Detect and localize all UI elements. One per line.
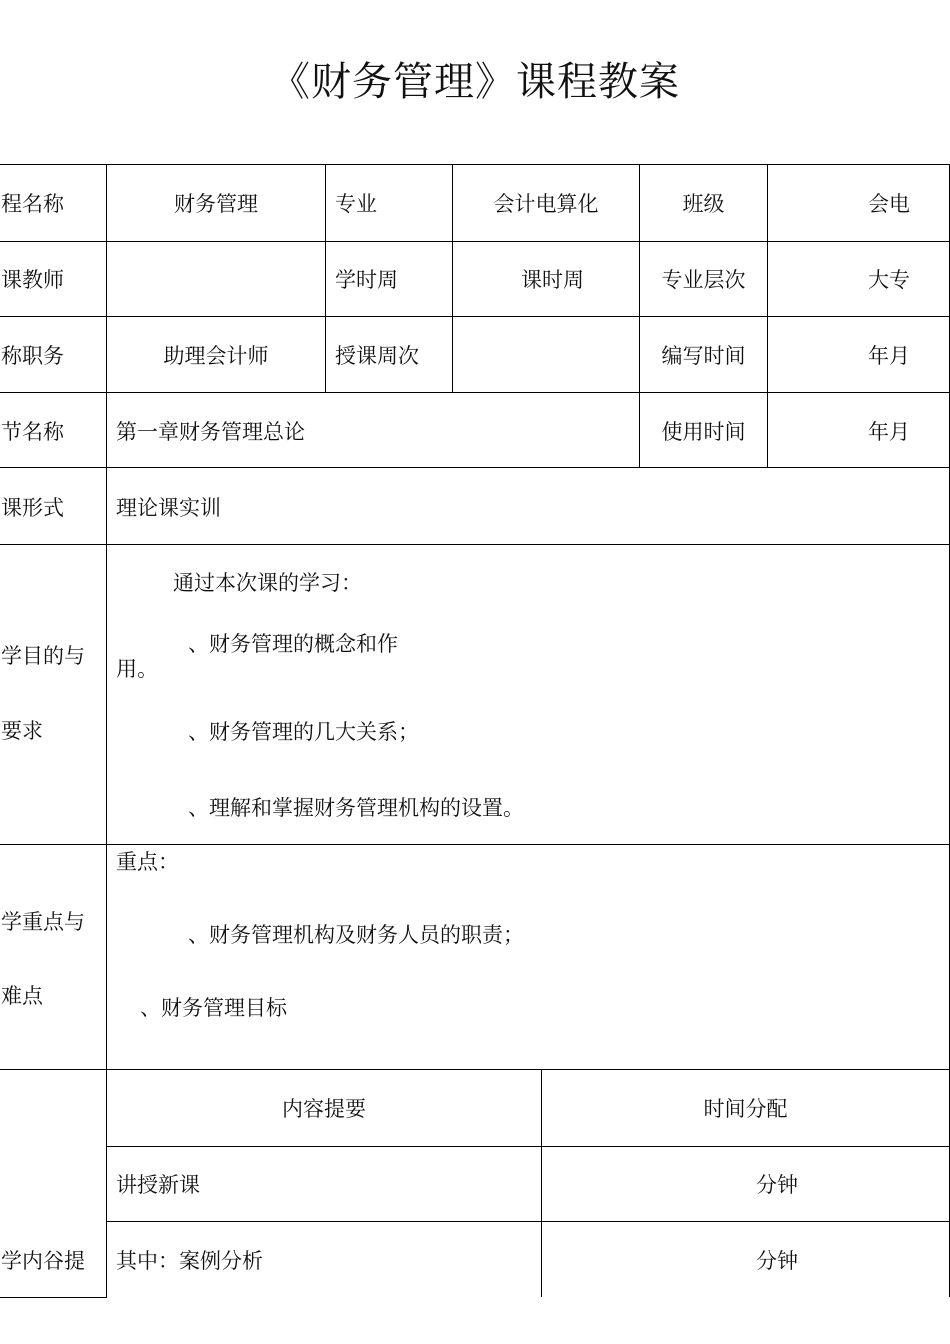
table-border-top [0,164,950,165]
cell-label: 学目的与 [1,644,85,668]
cell-label: 授课周次 [335,344,419,368]
cell-value: 课时周 [521,268,584,292]
key-points-heading: 重点： [116,850,179,874]
content-item: 讲授新课 [116,1173,200,1197]
row-divider [0,844,950,845]
cell-value: 大专 [868,268,910,292]
content-item: 其中：案例分析 [116,1249,263,1273]
content-time: 分钟 [756,1249,798,1273]
key-point-item: 、财务管理机构及财务人员的职责； [188,923,524,947]
row-divider [0,392,950,393]
chapter-name: 第一章财务管理总论 [116,420,305,444]
cell-label: 课形式 [1,496,64,520]
page-title: 《财务管理》课程教案 [270,59,680,105]
cell-value: 年月 [868,344,910,368]
cell-label: 节名称 [1,420,64,444]
objective-item: 、财务管理的概念和作 [188,632,398,656]
cell-label: 称职务 [1,344,64,368]
cell-label: 学重点与 [1,910,85,934]
cell-label: 编写时间 [661,344,746,368]
cell-label: 程名称 [1,192,64,216]
cell-value: 会计电算化 [493,192,599,216]
cell-value: 会电 [868,192,910,216]
content-header-time: 时间分配 [703,1097,788,1121]
content-time: 分钟 [756,1173,798,1197]
course-form: 理论课实训 [116,496,221,520]
cell-label: 学内谷提 [1,1249,85,1273]
cell-label: 专业层次 [661,268,746,292]
column-divider [767,164,768,468]
row-divider [107,1221,950,1222]
row-divider [0,544,950,545]
cell-value: 年月 [868,420,910,444]
cell-label: 难点 [1,984,43,1008]
row-divider [0,1297,107,1298]
objectives-intro: 通过本次课的学习： [173,571,362,595]
cell-value: 财务管理 [174,192,258,216]
cell-label: 专业 [335,192,377,216]
row-divider [0,316,950,317]
cell-label: 课教师 [1,268,64,292]
row-divider [0,467,950,468]
cell-label: 要求 [1,719,43,743]
cell-label: 使用时间 [661,420,746,444]
column-divider [106,164,107,1298]
row-divider [0,241,950,242]
objective-item-continued: 用。 [116,657,158,681]
content-header-outline: 内容提要 [282,1097,366,1121]
row-divider [107,1146,950,1147]
cell-value: 助理会计师 [163,344,269,368]
key-point-item: 、财务管理目标 [140,996,287,1020]
row-divider [0,1069,950,1070]
cell-label: 班级 [682,192,725,216]
cell-label: 学时周 [335,268,398,292]
column-divider [325,164,326,393]
objective-item: 、理解和掌握财务管理机构的设置。 [188,796,524,820]
objective-item: 、财务管理的几大关系； [188,720,419,744]
